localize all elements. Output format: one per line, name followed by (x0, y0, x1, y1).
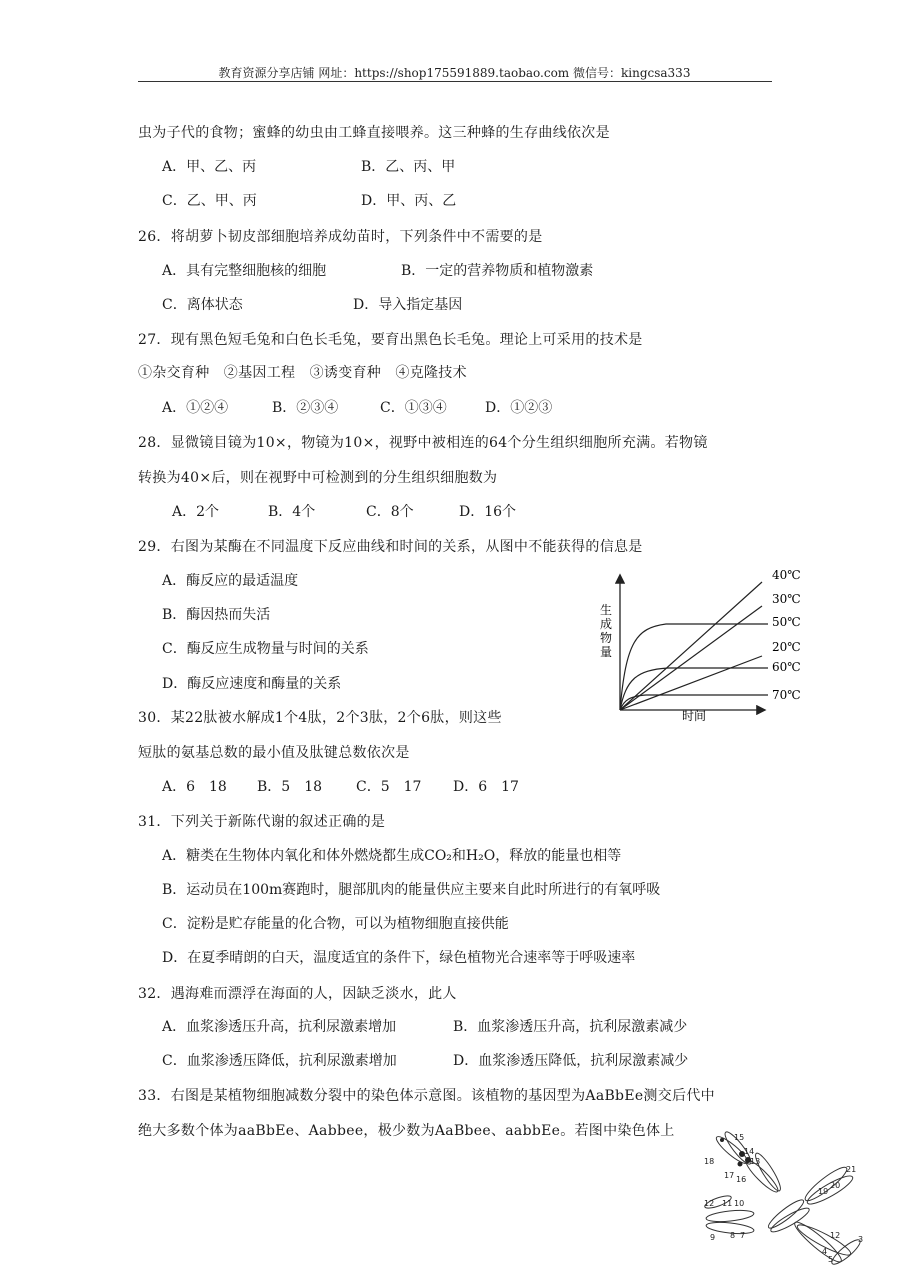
q26-option-a: A．具有完整细胞核的细胞 (162, 263, 327, 279)
centromere-3 (738, 1162, 743, 1167)
q27-option-a: A．①②④ (162, 400, 229, 416)
q25-stem-tail: 虫为子代的食物；蜜蜂的幼虫由工蜂直接喂养。这三种蜂的生存曲线依次是 (138, 125, 610, 141)
page-header: 教育资源分享店铺 网址：https://shop175591889.taobao.com 微信号：kingcsa333 (218, 66, 691, 80)
q28-option-c: C．8个 (366, 504, 414, 520)
chromosome-diagram (690, 1120, 880, 1286)
q26-option-c: C．离体状态 (162, 297, 243, 313)
chromo-label-7: 7 (740, 1231, 746, 1240)
q26-stem: 26．将胡萝卜韧皮部细胞培养成幼苗时，下列条件中不需要的是 (138, 229, 543, 245)
q29-option-a: A．酶反应的最适温度 (162, 573, 299, 589)
chromatid-6 (804, 1172, 855, 1208)
y-axis-label-char: 量 (599, 645, 613, 659)
q28-stem-line1: 28．显微镜目镜为10×，物镜为10×，视野中被相连的64个分生组织细胞所充满。若物镜 (138, 435, 708, 451)
curve-60c (620, 668, 768, 710)
q32-option-a: A．血浆渗透压升高，抗利尿激素增加 (162, 1019, 397, 1035)
chromo-label-20: 20 (830, 1181, 841, 1190)
q29-option-c: C．酶反应生成物量与时间的关系 (162, 641, 369, 657)
q31-option-d: D．在夏季晴朗的白天，温度适宜的条件下，绿色植物光合速率等于呼吸速率 (162, 950, 636, 966)
chromo-label-16: 16 (736, 1175, 747, 1184)
chromo-label-3: 3 (858, 1235, 864, 1244)
q30-option-c: C．5 17 (356, 779, 422, 795)
q32-stem: 32．遇海难而漂浮在海面的人，因缺乏淡水，此人 (138, 986, 457, 1002)
header-rule (138, 81, 772, 82)
q31-option-a: A．糖类在生物体内氧化和体外燃烧都生成CO₂和H₂O，释放的能量也相等 (162, 848, 622, 864)
q28-option-a: A．2个 (172, 504, 220, 520)
curve-20c (620, 656, 762, 710)
q27-stem: 27．现有黑色短毛兔和白色长毛兔，要育出黑色长毛兔。理论上可采用的技术是 (138, 332, 643, 348)
q27-option-b: B．②③④ (272, 400, 339, 416)
q26-option-d: D．导入指定基因 (353, 297, 463, 313)
chromo-label-13: 13 (750, 1157, 761, 1166)
enzyme-temperature-chart (596, 562, 826, 732)
q32-option-b: B．血浆渗透压升高，抗利尿激素减少 (453, 1019, 688, 1035)
q25-option-c: C．乙、甲、丙 (162, 193, 257, 209)
q32-option-d: D．血浆渗透压降低，抗利尿激素减少 (453, 1053, 689, 1069)
curve-50c (620, 624, 768, 710)
q30-stem-line2: 短肽的氨基总数的最小值及肽键总数依次是 (138, 745, 410, 761)
chromo-label-5: 5 (828, 1255, 834, 1264)
label-40c: 40℃ (772, 568, 801, 582)
curve-40c (620, 582, 762, 710)
y-axis-label-char: 生 (599, 603, 613, 617)
chromatid-9 (706, 1209, 755, 1224)
q31-stem: 31．下列关于新陈代谢的叙述正确的是 (138, 814, 386, 830)
q30-option-b: B．5 18 (257, 779, 323, 795)
chromatid-8 (768, 1205, 811, 1236)
chromo-label-17: 17 (724, 1171, 735, 1180)
q26-option-b: B．一定的营养物质和植物激素 (401, 263, 594, 279)
label-70c: 70℃ (772, 688, 801, 702)
chromo-label-10: 10 (734, 1199, 745, 1208)
q30-option-d: D．6 17 (453, 779, 519, 795)
q27-methods: ①杂交育种 ②基因工程 ③诱变育种 ④克隆技术 (138, 365, 467, 381)
q28-option-b: B．4个 (268, 504, 316, 520)
q33-stem-line1: 33．右图是某植物细胞减数分裂中的染色体示意图。该植物的基因型为AaBbEe测交后代中 (138, 1088, 715, 1104)
x-axis-label: 时间 (681, 709, 707, 723)
chromo-label-15: 15 (734, 1133, 745, 1142)
q33-stem-line2: 绝大多数个体为aaBbEe、Aabbee，极少数为AaBbee、aabbEe。若图中染色体上 (138, 1123, 675, 1139)
chromo-label-11: 11 (722, 1199, 733, 1208)
curve-70c (620, 695, 768, 710)
chromo-label-21: 21 (846, 1165, 857, 1174)
q30-option-a: A．6 18 (162, 779, 227, 795)
chromo-label-19: 19 (818, 1187, 829, 1196)
q31-option-b: B．运动员在100m赛跑时，腿部肌肉的能量供应主要来自此时所进行的有氧呼吸 (162, 882, 661, 898)
centromere-4 (720, 1138, 724, 1142)
y-axis-label-char: 物 (599, 631, 613, 645)
label-30c: 30℃ (772, 592, 801, 606)
q30-stem-line1: 30．某22肽被水解成1个4肽，2个3肽，2个6肽，则这些 (138, 710, 502, 726)
chromo-label-8: 8 (730, 1231, 736, 1240)
y-axis-label-char: 成 (599, 617, 613, 631)
chromo-label-4: 4 (822, 1247, 828, 1256)
y-axis-label (600, 602, 612, 659)
q31-option-c: C．淀粉是贮存能量的化合物，可以为植物细胞直接供能 (162, 916, 509, 932)
q28-stem-line2: 转换为40×后，则在视野中可检测到的分生组织细胞数为 (138, 470, 498, 486)
q27-option-d: D．①②③ (485, 400, 553, 416)
chromatid-7 (766, 1197, 807, 1232)
chromo-label-12a: 12 (704, 1199, 715, 1208)
chromo-label-18: 18 (704, 1157, 715, 1166)
q28-option-d: D．16个 (459, 504, 517, 520)
q25-option-b: B．乙、丙、甲 (361, 159, 456, 175)
label-20c: 20℃ (772, 640, 801, 654)
q29-option-d: D．酶反应速度和酶量的关系 (162, 676, 342, 692)
label-60c: 60℃ (772, 660, 801, 674)
q25-option-a: A．甲、乙、丙 (162, 159, 257, 175)
chromo-label-12b: 12 (830, 1231, 841, 1240)
label-50c: 50℃ (772, 615, 801, 629)
q27-option-c: C．①③④ (380, 400, 447, 416)
q32-option-c: C．血浆渗透压降低，抗利尿激素增加 (162, 1053, 397, 1069)
chromo-label-14: 14 (744, 1147, 755, 1156)
chromo-label-9: 9 (710, 1233, 716, 1242)
q29-option-b: B．酶因热而失活 (162, 607, 271, 623)
q29-stem: 29．右图为某酶在不同温度下反应曲线和时间的关系，从图中不能获得的信息是 (138, 539, 643, 555)
q25-option-d: D．甲、丙、乙 (361, 193, 457, 209)
